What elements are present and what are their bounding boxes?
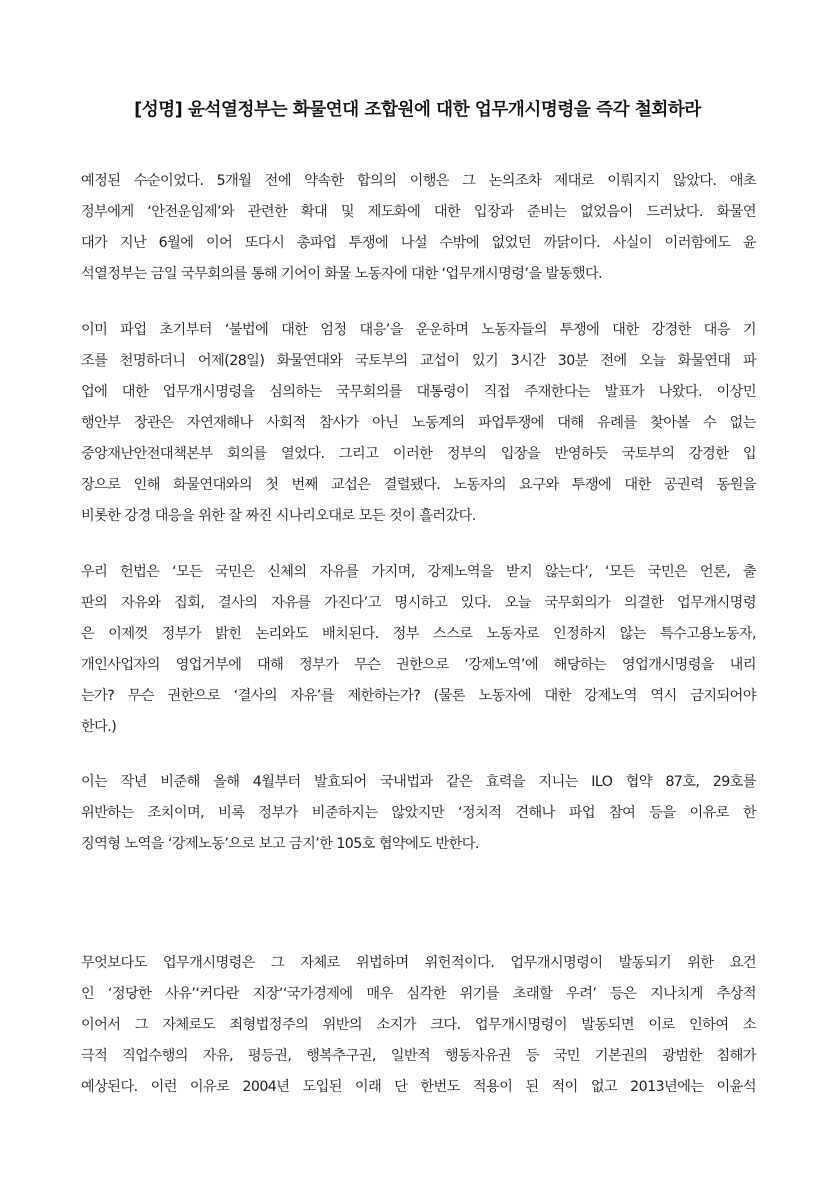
text-line: 정부에게 ‘안전운임제’와 관련한 확대 및 제도화에 대한 입장과 준비는 없었음이 드러났다. 화물연 [81,204,756,220]
text-line: 한다.) [81,719,117,735]
text-line: 조를 천명하더니 어제(28일) 화물연대와 국토부의 교섭이 있기 3시간 30분 전에 오늘 화물연대 파 [81,353,756,369]
paragraph-2 [81,315,756,532]
text-line: 우리 헌법은 ‘모든 국민은 신체의 자유를 가지며, 강제노역을 받지 않는다’, ‘모든 국민은 언론, 출 [81,564,756,580]
text-line: 장으로 인해 화물연대와의 첫 번째 교섭은 결렬됐다. 노동자의 요구와 투쟁에 대한 공권력 동원을 [81,477,756,493]
paragraph-3 [81,557,756,743]
text-line: 비롯한 강경 대응을 위한 잘 짜진 시나리오대로 모든 것이 흘러갔다. [81,508,476,524]
paragraph-5 [81,948,756,1103]
text-line: 대가 지난 6월에 이어 또다시 총파업 투쟁에 나설 수밖에 없었던 까닭이다. 사실이 이러함에도 윤 [81,235,756,251]
text-line: 예정된 수순이었다. 5개월 전에 약속한 합의의 이행은 그 논의조차 제대로 이뤄지지 않았다. 애초 [81,173,756,189]
text-line: 행안부 장관은 자연재해나 사회적 참사가 아닌 노동계의 파업투쟁에 대해 유례를 찾아볼 수 없는 [81,415,756,431]
text-line: 석열정부는 금일 국무회의를 통해 기어이 화물 노동자에 대한 ‘업무개시명령’을 발동했다. [81,266,603,282]
text-line: 이미 파업 초기부터 ‘불법에 대한 엄정 대응’을 운운하며 노동자들의 투쟁에 대한 강경한 대응 기 [81,322,756,338]
text-line: 무엇보다도 업무개시명령은 그 자체로 위법하며 위헌적이다. 업무개시명령이 발동되기 위한 요건 [81,955,756,971]
text-line: 개인사업자의 영업거부에 대해 정부가 무슨 권한으로 ‘강제노역’에 해당하는 영업개시명령을 내리 [81,657,756,673]
text-line: 위반하는 조치이며, 비록 정부가 비준하지는 않았지만 ‘정치적 견해나 파업 참여 등을 이유로 한 [81,805,756,821]
text-line: 인 ‘정당한 사유’‘커다란 지장’‘국가경제에 매우 심각한 위기를 초래할 우려’ 등은 지나치게 추상적 [81,986,756,1002]
paragraph-1 [81,166,756,290]
text-line: 중앙재난안전대책본부 회의를 열었다. 그리고 이러한 정부의 입장을 반영하듯 국토부의 강경한 입 [81,446,756,462]
text-line: 이어서 그 자체로도 죄형법정주의 위반의 소지가 크다. 업무개시명령이 발동되면 이로 인하여 소 [81,1017,756,1033]
statement-title: [성명] 윤석열정부는 화물연대 조합원에 대한 업무개시명령을 즉각 철회하라 [134,100,701,120]
text-line: 는가? 무슨 권한으로 ‘결사의 자유’를 제한하는가? (물론 노동자에 대한 강제노역 역시 금지되어야 [81,688,756,704]
text-line: 이는 작년 비준해 올해 4월부터 발효되어 국내법과 같은 효력을 지니는 ILO 협약 87호, 29호를 [81,774,756,790]
paragraph-4 [81,767,756,860]
text-line: 징역형 노역을 ‘강제노동’으로 보고 금지’한 105호 협약에도 반한다. [81,836,479,852]
text-line: 극적 직업수행의 자유, 평등권, 행복추구권, 일반적 행동자유권 등 국민 기본권의 광범한 침해가 [81,1048,756,1064]
text-line: 예상된다. 이런 이유로 2004년 도입된 이래 단 한번도 적용이 된 적이 없고 2013년에는 이윤석 [81,1079,756,1095]
text-line: 은 이제껏 정부가 밝힌 논리와도 배치된다. 정부 스스로 노동자로 인정하지 않는 특수고용노동자, [81,626,756,642]
text-line: 판의 자유와 집회, 결사의 자유를 가진다’고 명시하고 있다. 오늘 국무회의가 의결한 업무개시명령 [81,595,756,611]
text-line: 업에 대한 업무개시명령을 심의하는 국무회의를 대통령이 직접 주재한다는 발표가 나왔다. 이상민 [81,384,756,400]
